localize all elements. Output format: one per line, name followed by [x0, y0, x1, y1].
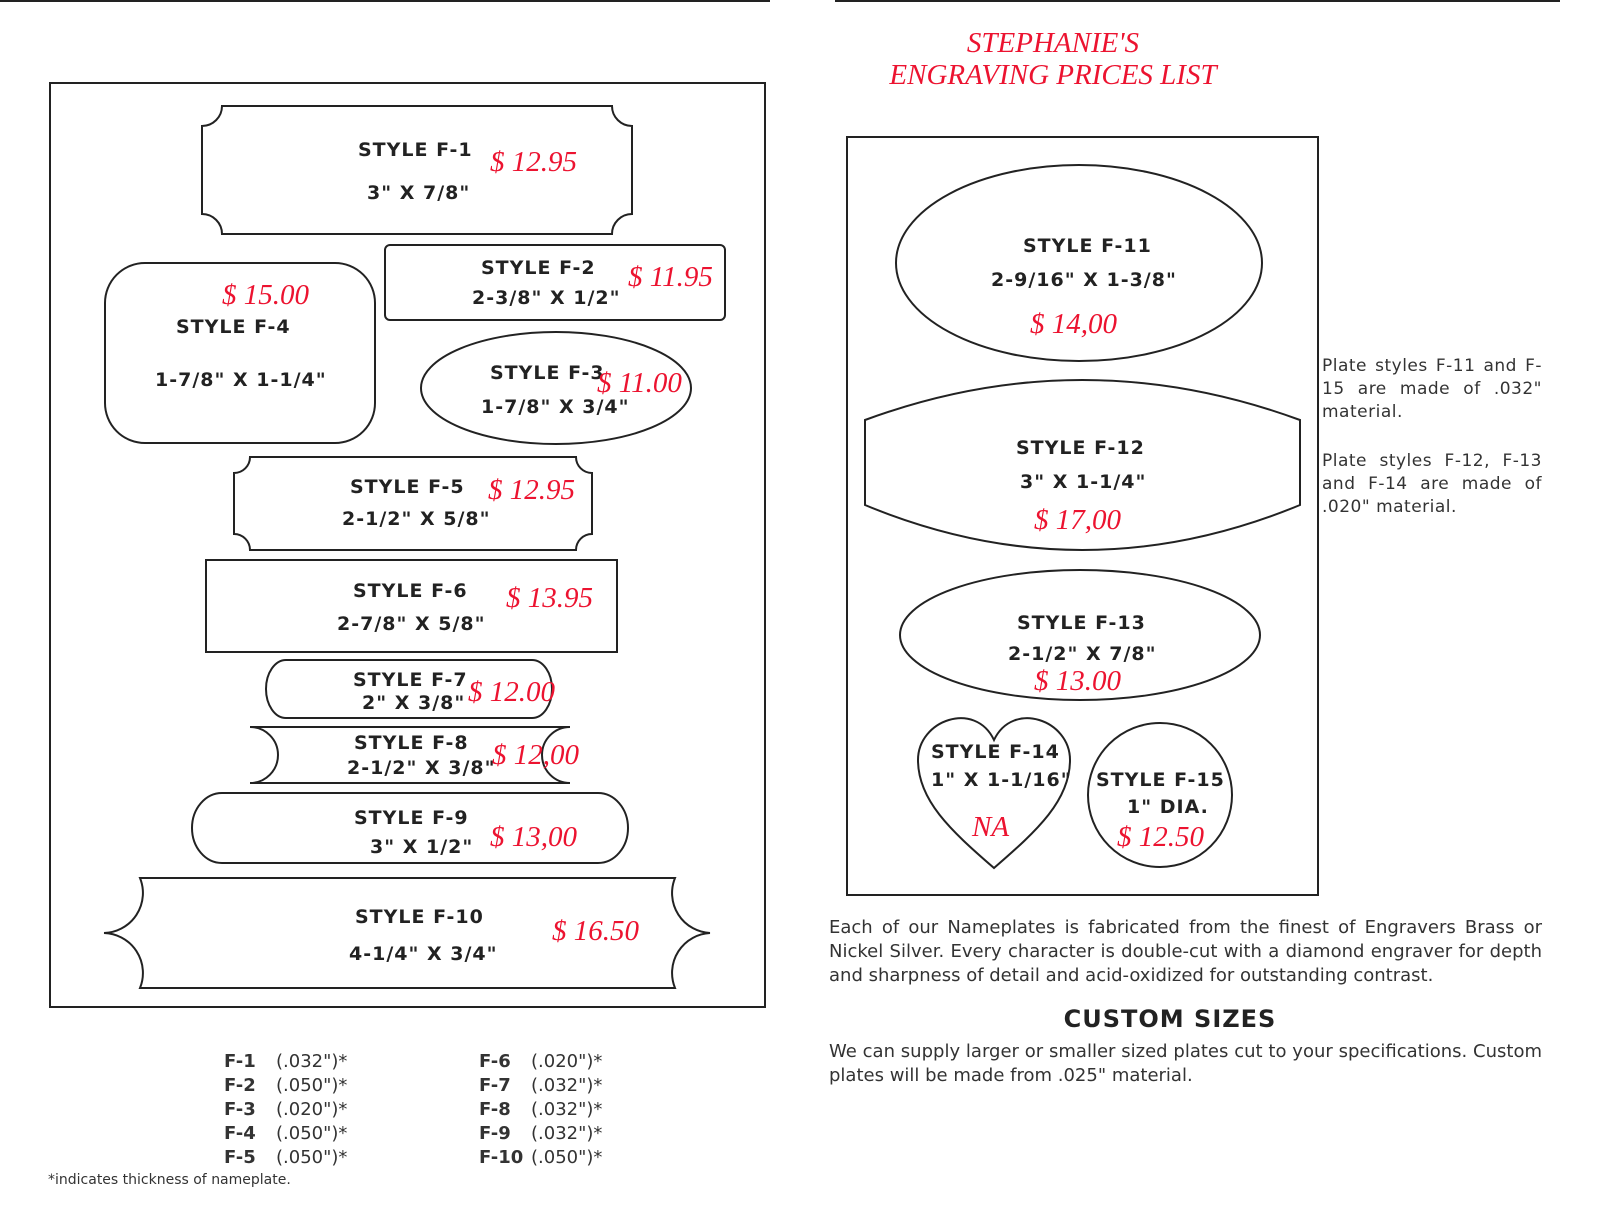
thickness-value: (.020")*: [276, 1099, 348, 1120]
thickness-row: [479, 1050, 602, 1074]
plate-size-label: 2-7/8" X 5/8": [337, 613, 486, 635]
plate-style-label: STYLE F-11: [1023, 235, 1152, 257]
thickness-footnote: *indicates thickness of nameplate.: [48, 1172, 291, 1188]
thickness-row: [224, 1146, 347, 1170]
side-note-f12-f14: Plate styles F-12, F-13 and F-14 are made of .020" material.: [1322, 451, 1542, 517]
plate-style-label: STYLE F-8: [354, 732, 469, 754]
thickness-code: F-4: [224, 1123, 256, 1144]
plate-style-label: STYLE F-1: [358, 139, 473, 161]
thickness-code: F-10: [479, 1147, 524, 1168]
plate-price: NA: [972, 811, 1010, 843]
plate-size-label: 2-1/2" X 7/8": [1008, 643, 1157, 665]
page-title-line1: STEPHANIE'S: [966, 27, 1140, 59]
thickness-value: (.020")*: [531, 1051, 603, 1072]
thickness-row: [479, 1122, 602, 1146]
plate-style-label: STYLE F-15: [1096, 769, 1225, 791]
plate-price: $ 13.95: [506, 582, 593, 614]
plate-price: $ 11.00: [597, 367, 682, 399]
plate-style-label: STYLE F-4: [176, 316, 291, 338]
page-title-line2: ENGRAVING PRICES LIST: [889, 59, 1217, 91]
thickness-row: [479, 1146, 602, 1170]
plate-style-label: STYLE F-3: [490, 362, 605, 384]
custom-sizes-paragraph: We can supply larger or smaller sized plates cut to your specifications. Custom plates will be made from .025" material.: [829, 1041, 1542, 1086]
thickness-value: (.032")*: [531, 1099, 603, 1120]
plate-size-label: 4-1/4" X 3/4": [349, 943, 498, 965]
thickness-row: [224, 1122, 347, 1146]
thickness-code: F-3: [224, 1099, 256, 1120]
plate-price: $ 12.00: [468, 676, 555, 708]
thickness-code: F-9: [479, 1123, 511, 1144]
plate-style-label: STYLE F-10: [355, 906, 484, 928]
plate-size-label: 2-1/2" X 5/8": [342, 508, 491, 530]
thickness-value: (.050")*: [276, 1147, 348, 1168]
thickness-code: F-6: [479, 1051, 511, 1072]
plate-price: $ 14,00: [1030, 308, 1117, 340]
thickness-row: [479, 1098, 602, 1122]
plate-size-label: 3" X 1-1/4": [1020, 471, 1147, 493]
thickness-row: [224, 1050, 347, 1074]
plate-price: $ 12.95: [490, 146, 577, 178]
thickness-value: (.050")*: [531, 1147, 603, 1168]
plate-size-label: 2-9/16" X 1-3/8": [991, 269, 1177, 291]
plate-price: $ 12.50: [1117, 821, 1204, 853]
plate-price: $ 13.00: [1034, 665, 1121, 697]
thickness-code: F-1: [224, 1051, 256, 1072]
description-paragraph: Each of our Nameplates is fabricated from the finest of Engravers Brass or Nickel Silver. Every character is double-cut with a diamond engraver for depth and sharpness of detail and acid-oxidized for outstanding contrast.: [829, 917, 1542, 986]
plate-style-label: STYLE F-7: [353, 669, 468, 691]
thickness-list-left: [224, 1050, 347, 1170]
plate-size-label: 1-7/8" X 1-1/4": [155, 369, 327, 391]
plate-style-label: STYLE F-5: [350, 476, 465, 498]
thickness-list-right: [479, 1050, 602, 1170]
plate-price: $ 15.00: [222, 279, 309, 311]
thickness-code: F-2: [224, 1075, 256, 1096]
plate-style-label: STYLE F-6: [353, 580, 468, 602]
side-note-f11-f15: Plate styles F-11 and F-15 are made of .032" material.: [1322, 356, 1542, 422]
plate-style-label: STYLE F-2: [481, 257, 596, 279]
thickness-code: F-7: [479, 1075, 511, 1096]
thickness-row: [479, 1074, 602, 1098]
plate-size-label: 2-1/2" X 3/8": [347, 757, 496, 779]
plate-size-label: 1" DIA.: [1127, 796, 1209, 818]
thickness-row: [224, 1074, 347, 1098]
plate-size-label: 1" X 1-1/16": [931, 769, 1072, 791]
thickness-value: (.050")*: [276, 1075, 348, 1096]
thickness-value: (.032")*: [276, 1051, 348, 1072]
plate-price: $ 12,00: [492, 739, 579, 771]
plate-price: $ 11.95: [628, 261, 713, 293]
thickness-code: F-8: [479, 1099, 511, 1120]
thickness-value: (.050")*: [276, 1123, 348, 1144]
plate-size-label: 3" X 7/8": [367, 182, 471, 204]
plate-style-label: STYLE F-12: [1016, 437, 1145, 459]
plate-size-label: 2" X 3/8": [362, 692, 466, 714]
plate-size-label: 1-7/8" X 3/4": [481, 396, 630, 418]
plate-price: $ 12.95: [488, 474, 575, 506]
thickness-value: (.032")*: [531, 1075, 603, 1096]
plate-price: $ 16.50: [552, 915, 639, 947]
plate-style-label: STYLE F-14: [931, 741, 1060, 763]
plate-price: $ 17,00: [1034, 504, 1121, 536]
plate-style-label: STYLE F-13: [1017, 612, 1146, 634]
thickness-row: [224, 1098, 347, 1122]
plate-style-label: STYLE F-9: [354, 807, 469, 829]
plate-size-label: 3" X 1/2": [370, 836, 474, 858]
plate-price: $ 13,00: [490, 821, 577, 853]
custom-sizes-heading: CUSTOM SIZES: [1063, 1005, 1277, 1033]
thickness-code: F-5: [224, 1147, 256, 1168]
plate-size-label: 2-3/8" X 1/2": [472, 287, 621, 309]
thickness-value: (.032")*: [531, 1123, 603, 1144]
left-frame: [50, 83, 765, 1007]
